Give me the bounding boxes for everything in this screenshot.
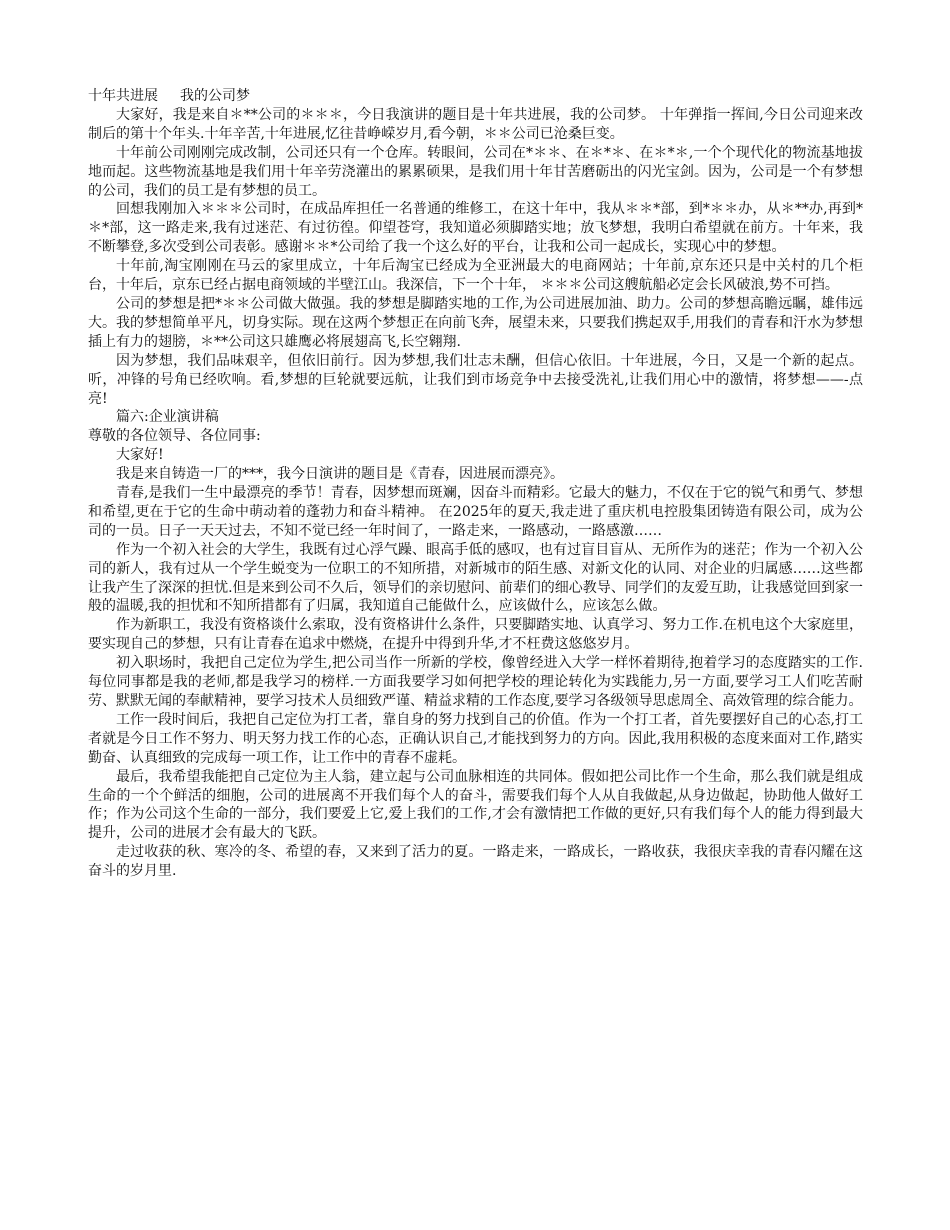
title-part-2: 我的公司梦 xyxy=(180,88,250,104)
speech2-paragraph: 作为新职工，我没有资格谈什么索取，没有资格讲什么条件，只要脚踏实地、认真学习、努力工作.在机电这个大家庭里，要实现自己的梦想，只有让青春在追求中燃烧，在提升中得到升华,才不枉费这悠悠岁月。 xyxy=(88,617,863,653)
speech1-paragraph: 十年前公司刚刚完成改制，公司还只有一个仓库。转眼间，公司在*＊＊、在＊*＊、在＊*＊,一个个现代化的物流基地拔地而起。这些物流基地是我们用十年辛劳浇灌出的累累硕果，是我们用十年甘苦磨砺出的闪光宝剑。因为，公司是一个有梦想的公司，我们的员工是有梦想的员工。 xyxy=(88,144,863,199)
speech2-paragraph: 作为一个初入社会的大学生，我既有过心浮气躁、眼高手低的感叹，也有过盲目盲从、无所作为的迷茫；作为一个初入公司的新人，我有过从一个学生蜕变为一位职工的不知所措，对新城市的陌生感、对新文化的认同、对企业的归属感……这些都让我产生了深深的担忧.但是来到公司不久后，领导们的亲切慰问、前辈们的细心教导、同学们的友爱互助，让我感觉回到家一般的温暖,我的担忧和不知所措都有了归属，我知道自己能做什么，应该做什么，应该怎么做。 xyxy=(88,541,863,615)
document-body xyxy=(88,87,863,881)
greeting: 大家好! xyxy=(116,447,164,464)
speech1-paragraph: 十年前,淘宝刚刚在马云的家里成立，十年后淘宝已经成为全亚洲最大的电商网站；十年前,京东还只是中关村的几个柜台，十年后，京东已经占据电商领域的半壁江山。我深信，下一个十年， ＊＊＊公司这艘航船必定会长风破浪,势不可挡。 xyxy=(88,258,863,294)
speech1-paragraph: 大家好，我是来自＊**公司的＊＊＊，今日我演讲的题目是十年共进展，我的公司梦。 十年弹指一挥间,今日公司迎来改制后的第十个年头.十年辛苦,十年进展,忆往昔峥嵘岁月,看今朝，＊＊公司已沧桑巨变。 xyxy=(88,106,863,142)
speech2-paragraph: 最后，我希望我能把自己定位为主人翁，建立起与公司血脉相连的共同体。假如把公司比作一个生命，那么我们就是组成生命的一个个鲜活的细胞，公司的进展离不开我们每个人的奋斗，需要我们每个人从自我做起,从身边做起，协助他人做好工作；作为公司这个生命的一部分，我们要爱上它,爱上我们的工作,才会有激情把工作做的更好,只有我们每个人的能力得到最大提升，公司的进展才会有最大的飞跃。 xyxy=(88,768,863,842)
section-heading: 篇六:企业演讲稿 xyxy=(116,409,219,426)
document-title xyxy=(88,87,863,106)
speech1-paragraph: 回想我刚加入＊＊＊公司时，在成品库担任一名普通的维修工，在这十年中，我从＊＊*部，到*＊＊办，从＊**办,再到*＊*部，这一路走来,我有过迷茫、有过彷徨。仰望苍穹，我知道必须脚踏实地；放飞梦想，我明白希望就在前方。十年来，我不断攀登,多次受到公司表彰。感谢＊＊*公司给了我一个这么好的平台，让我和公司一起成长，实现心中的梦想。 xyxy=(88,201,863,256)
speech2-paragraph: 走过收获的秋、寒冷的冬、希望的春，又来到了活力的夏。一路走来，一路成长，一路收获，我很庆幸我的青春闪耀在这奋斗的岁月里. xyxy=(88,844,863,880)
speech2-paragraph: 我是来自铸造一厂的***，我今日演讲的题目是《青春，因进展而漂亮》。 xyxy=(116,466,564,483)
speech2-paragraph: 初入职场时，我把自己定位为学生,把公司当作一所新的学校，像曾经进入大学一样怀着期待,抱着学习的态度踏实的工作.每位同事都是我的老师,都是我学习的榜样.一方面我要学习如何把学校的理论转化为实践能力,另一方面,要学习工人们吃苦耐劳、默默无闻的奉献精神，要学习技术人员细致严谨、精益求精的工作态度,要学习各级领导思虑周全、高效管理的综合能力。 xyxy=(88,655,863,709)
salutation: 尊敬的各位领导、各位同事: xyxy=(88,428,261,445)
speech1-paragraph: 因为梦想，我们品味艰辛，但依旧前行。因为梦想,我们壮志未酬，但信心依旧。十年进展，今日，又是一个新的起点。听，冲锋的号角已经吹响。看,梦想的巨轮就要远航，让我们到市场竞争中去接受洗礼,让我们用心中的激情，将梦想——-点亮! xyxy=(88,352,863,407)
title-part-1: 十年共进展 xyxy=(88,88,158,104)
speech1-paragraph: 公司的梦想是把*＊＊公司做大做强。我的梦想是脚踏实地的工作,为公司进展加油、助力。公司的梦想高瞻远瞩，雄伟远大。我的梦想简单平凡，切身实际。现在这两个梦想正在向前飞奔，展望未来，只要我们携起双手,用我们的青春和汗水为梦想插上有力的翅膀，＊**公司这只雄鹰必将展翅高飞,长空翱翔. xyxy=(88,295,863,350)
speech2-paragraph: 青春,是我们一生中最漂亮的季节！青春，因梦想而斑斓，因奋斗而精彩。它最大的魅力，不仅在于它的锐气和勇气、梦想和希望,更在于它的生命中萌动着的蓬勃力和奋斗精神。 在2025年的夏天,我走进了重庆机电控股集团铸造有限公司，成为公司的一员。日子一天天过去，不知不觉已经一年时间了，一路走来，一路感动，一路感激…… xyxy=(88,485,863,539)
speech2-paragraph: 工作一段时间后，我把自己定位为打工者，靠自身的努力找到自己的价值。作为一个打工者，首先要摆好自己的心态,打工者就是今日工作不努力、明天努力找工作的心态，正确认识自己,才能找到努力的方向。因此,我用积极的态度来面对工作,踏实勤奋、认真细致的完成每一项工作，让工作中的青春不虚耗。 xyxy=(88,711,863,766)
